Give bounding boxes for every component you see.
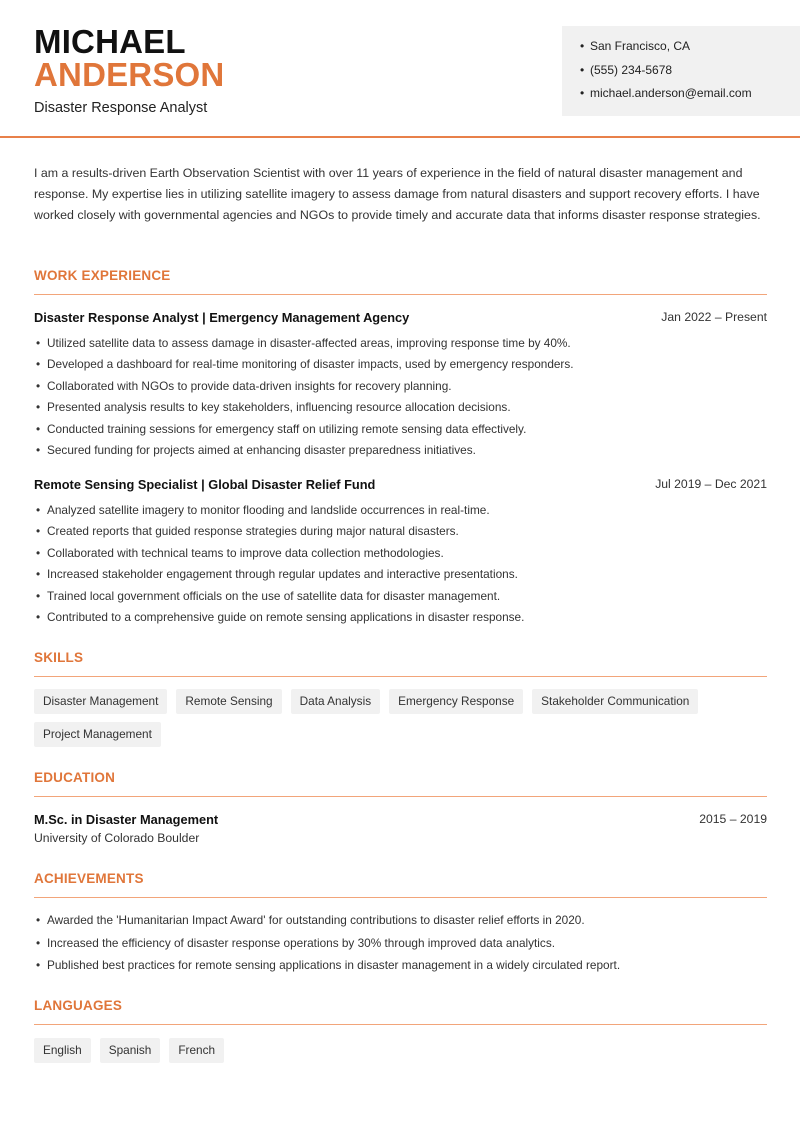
languages-list xyxy=(34,1038,767,1063)
resume-header xyxy=(0,0,800,138)
job-role: Remote Sensing Specialist | Global Disaster Relief Fund xyxy=(34,477,376,492)
skills-list xyxy=(34,689,767,747)
skills-heading: SKILLS xyxy=(34,650,84,665)
education-heading: EDUCATION xyxy=(34,770,116,785)
first-name: MICHAEL xyxy=(34,23,186,60)
section-divider xyxy=(34,1024,767,1025)
list-item: • Awarded the 'Humanitarian Impact Award' for outstanding contributions to disaster relief efforts in 2020. xyxy=(34,912,767,935)
summary-paragraph: I am a results-driven Earth Observation Scientist with over 11 years of experience in the field of natural disaster management and response. My expertise lies in utilizing satellite imagery to assess damage from natural disasters and support recovery efforts. I have worked closely with governmental agencies and NGOs to provide timely and accurate data that informs disaster response strategies. xyxy=(34,166,761,222)
list-item: • Created reports that guided response strategies during major natural disasters. xyxy=(34,523,767,544)
achievements-heading: ACHIEVEMENTS xyxy=(34,871,144,886)
list-item: • Increased stakeholder engagement through regular updates and interactive presentations. xyxy=(34,566,767,587)
skill-chip: Disaster Management xyxy=(34,689,167,714)
job-bullets xyxy=(34,502,767,630)
job-dates: Jan 2022 – Present xyxy=(661,310,767,324)
contact-box xyxy=(562,26,800,116)
section-divider xyxy=(34,796,767,797)
languages-heading: LANGUAGES xyxy=(34,998,123,1013)
section-divider xyxy=(34,294,767,295)
list-item: • Published best practices for remote sensing applications in disaster management in a widely circulated report. xyxy=(34,957,767,980)
language-chip: French xyxy=(169,1038,224,1063)
list-item: • Trained local government officials on the use of satellite data for disaster management. xyxy=(34,588,767,609)
degree-title: M.Sc. in Disaster Management xyxy=(34,812,219,827)
list-item: • Contributed to a comprehensive guide on remote sensing applications in disaster response. xyxy=(34,609,767,630)
last-name: ANDERSON xyxy=(34,56,225,93)
contact-email: • michael.anderson@email.com xyxy=(580,85,800,109)
list-item: • Increased the efficiency of disaster response operations by 30% through improved data analytics. xyxy=(34,935,767,958)
list-item: • Collaborated with NGOs to provide data-driven insights for recovery planning. xyxy=(34,378,767,399)
skill-chip: Stakeholder Communication xyxy=(532,689,698,714)
skill-chip: Data Analysis xyxy=(291,689,380,714)
list-item: • Developed a dashboard for real-time monitoring of disaster impacts, used by emergency responders. xyxy=(34,356,767,377)
list-item: • Analyzed satellite imagery to monitor flooding and landslide occurrences in real-time. xyxy=(34,502,767,523)
section-divider xyxy=(34,897,767,898)
achievements-list xyxy=(34,912,767,980)
contact-phone: • (555) 234-5678 xyxy=(580,62,800,86)
language-chip: Spanish xyxy=(100,1038,161,1063)
list-item: • Utilized satellite data to assess damage in disaster-affected areas, improving response time by 40%. xyxy=(34,335,767,356)
job-dates: Jul 2019 – Dec 2021 xyxy=(655,477,767,491)
job-title: Disaster Response Analyst xyxy=(34,100,208,116)
list-item: • Secured funding for projects aimed at enhancing disaster preparedness initiatives. xyxy=(34,442,767,463)
job-role: Disaster Response Analyst | Emergency Management Agency xyxy=(34,310,410,325)
contact-location: • San Francisco, CA xyxy=(580,38,800,62)
section-divider xyxy=(34,676,767,677)
list-item: • Collaborated with technical teams to improve data collection methodologies. xyxy=(34,545,767,566)
work-experience-heading: WORK EXPERIENCE xyxy=(34,268,171,283)
skill-chip: Project Management xyxy=(34,722,161,747)
skill-chip: Emergency Response xyxy=(389,689,523,714)
job-bullets xyxy=(34,335,767,463)
skill-chip: Remote Sensing xyxy=(176,689,281,714)
education-dates: 2015 – 2019 xyxy=(699,812,767,826)
list-item: • Presented analysis results to key stakeholders, influencing resource allocation decisions. xyxy=(34,399,767,420)
list-item: • Conducted training sessions for emergency staff on utilizing remote sensing data effectively. xyxy=(34,421,767,442)
school-name: University of Colorado Boulder xyxy=(34,831,200,845)
language-chip: English xyxy=(34,1038,91,1063)
